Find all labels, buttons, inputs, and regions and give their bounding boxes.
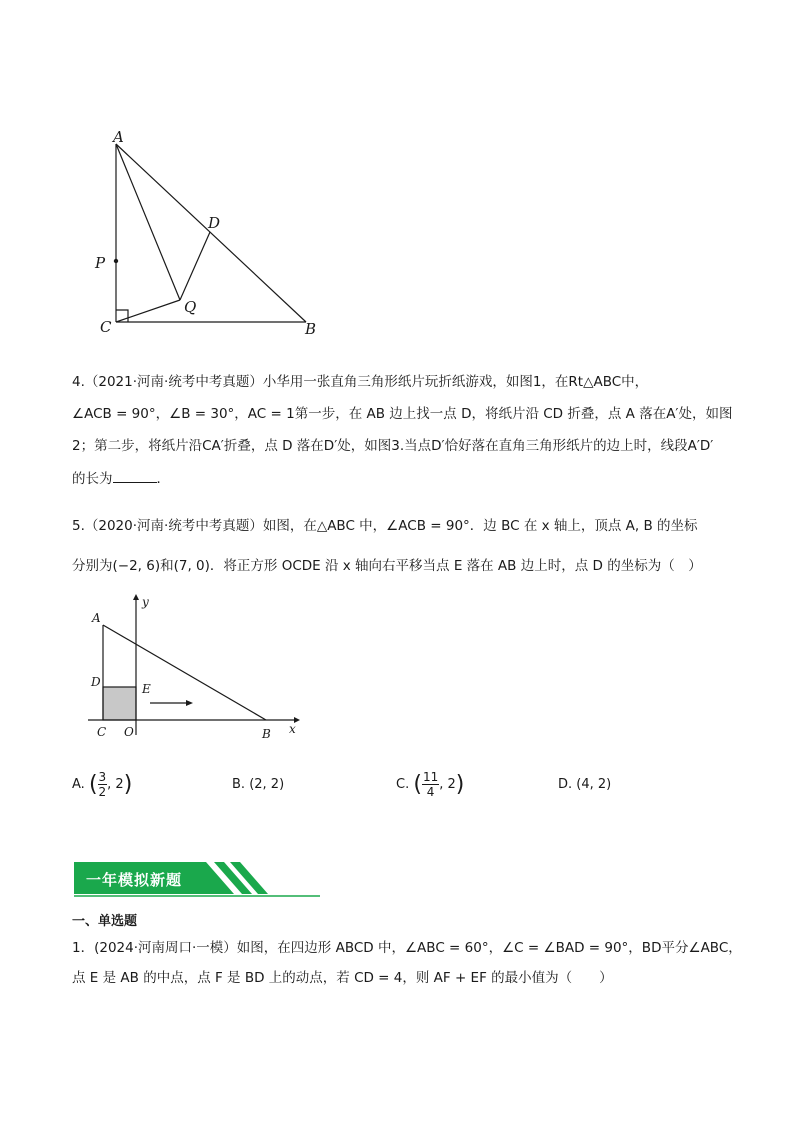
option-d[interactable] — [558, 777, 611, 792]
paren-left: ( — [88, 772, 98, 797]
option-b-letter: B. — [232, 777, 246, 792]
segment-qd — [180, 232, 210, 300]
segment-cq — [116, 300, 180, 322]
option-c-rest: , 2 — [439, 777, 456, 792]
option-a-letter: A. — [72, 777, 85, 792]
problem-4-line-2: ∠ACB = 90°，∠B = 30°，AC = 1第一步，在 AB 边上找一点 D，将纸片沿 CD 折叠，点 A 落在A′处，如图 — [72, 406, 733, 422]
fraction-11-4 — [422, 770, 439, 799]
label-y: y — [142, 595, 149, 609]
option-b[interactable] — [232, 777, 284, 792]
label-d: D — [208, 214, 221, 232]
label-p: P — [95, 254, 106, 272]
denominator: 4 — [426, 785, 435, 799]
y-axis-arrowhead — [133, 594, 139, 600]
numerator: 11 — [422, 770, 439, 784]
option-d-letter: D. — [558, 777, 573, 792]
problem-4-prefix: 的长为 — [72, 471, 113, 487]
problem-4-line-1: 4.（2021·河南·统考中考真题）小华用一张直角三角形纸片玩折纸游戏，如图1，在Rt△ABC中， — [72, 374, 649, 390]
label-c: C — [100, 318, 112, 336]
option-d-value: (4, 2) — [576, 777, 612, 792]
segment-aq — [116, 144, 180, 300]
label-q: Q — [184, 298, 197, 316]
denominator: 2 — [98, 785, 107, 799]
answer-blank[interactable] — [113, 468, 157, 483]
option-a-rest: , 2 — [107, 777, 124, 792]
section-subheading: 一、单选题 — [72, 914, 138, 929]
point-p — [114, 259, 118, 263]
label-x: x — [289, 722, 296, 736]
figure-2 — [80, 590, 310, 740]
label-b: B — [305, 320, 317, 338]
label-a: A — [92, 611, 101, 625]
fraction-3-2 — [98, 770, 108, 799]
paren-right: ) — [455, 772, 465, 797]
label-e: E — [142, 682, 151, 696]
option-a[interactable] — [72, 770, 132, 799]
label-d: D — [91, 675, 101, 689]
label-o: O — [124, 725, 134, 739]
segment-ab — [116, 144, 306, 322]
figure-1 — [80, 118, 340, 348]
label-a: A — [113, 128, 124, 146]
arrow-right-icon — [186, 700, 193, 706]
paren-right: ) — [123, 772, 133, 797]
problem-5-line-2: 分别为(−2, 6)和(7, 0)．将正方形 OCDE 沿 x 轴向右平移当点 E 落在 AB 边上时，点 D 的坐标为（ ） — [72, 558, 702, 574]
problem-1-line-1: 1．(2024·河南周口·一模）如图，在四边形 ABCD 中，∠ABC = 60°，∠C = ∠BAD = 90°，BD平分∠ABC， — [72, 940, 742, 956]
label-b: B — [262, 727, 271, 740]
section-banner-title: 一年模拟新题 — [86, 871, 183, 889]
problem-4-suffix: ． — [156, 471, 170, 487]
option-c[interactable] — [396, 770, 464, 799]
label-c: C — [97, 725, 107, 739]
option-b-value: (2, 2) — [249, 777, 285, 792]
paren-left: ( — [413, 772, 422, 797]
problem-4-line-3: 2；第二步，将纸片沿CA′折叠，点 D 落在D′处，如图3.当点D′恰好落在直角三角形纸片的边上时，线段A′D′ — [72, 438, 714, 454]
problem-5-line-1: 5.（2020·河南·统考中考真题）如图，在△ABC 中，∠ACB = 90°．边 BC 在 x 轴上，顶点 A, B 的坐标 — [72, 518, 698, 534]
option-c-letter: C. — [396, 777, 410, 792]
problem-1-line-2: 点 E 是 AB 的中点，点 F 是 BD 上的动点，若 CD = 4，则 AF + EF 的最小值为（ ） — [72, 970, 613, 986]
square-ocde — [103, 687, 136, 720]
problem-4-line-4 — [72, 468, 170, 489]
numerator: 3 — [98, 770, 107, 784]
